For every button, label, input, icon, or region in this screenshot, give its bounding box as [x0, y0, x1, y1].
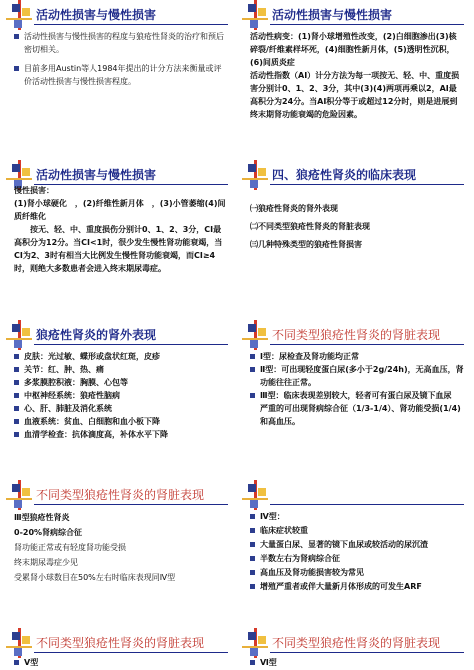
slide-title: 四、狼疮性肾炎的临床表现	[272, 168, 417, 182]
bullet-item: Ⅳ型：	[250, 510, 464, 524]
bullet-icon	[250, 354, 255, 359]
text-line: Ⅲ型狼疮性肾炎	[14, 513, 70, 522]
slide-title: 活动性损害与慢性损害	[272, 8, 393, 22]
bullet-icon	[250, 584, 255, 589]
bullet-item: 目前多用Austin等人1984年提出的计分方法来衡量或评价活动性损害与慢性损害程度。	[14, 62, 228, 88]
bullet-icon	[250, 570, 255, 575]
slide-title: 不同类型狼疮性肾炎的肾脏表现	[272, 328, 441, 342]
slide-decoration-icon	[4, 0, 34, 34]
bullet-item: 心、肝、肺脏及消化系统	[14, 402, 228, 415]
bullet-item: 血清学检查：抗体滴度高，补体水平下降	[14, 428, 228, 441]
slide-title: 不同类型狼疮性肾炎的肾脏表现	[272, 636, 441, 650]
bullet-item: 皮肤：光过敏、蝶形或盘状红斑，皮疹	[14, 350, 228, 363]
text-line: 终末期尿毒症少见	[14, 558, 78, 567]
bullet-icon	[250, 514, 255, 519]
title-divider	[34, 652, 228, 653]
slide-10	[240, 628, 470, 670]
text-line: 活动性指数（AI）计分方法为每一项按无、轻、中、重度损害分别计0、1、2、3分，其中(3)(4)两项再乘以2，AI最高积分为24分。当AI积分等于或超过12分时，则是进展到终末期肾功能衰竭的危险因素。	[250, 71, 460, 119]
bullet-item: 多浆膜腔积液：胸膜、心包等	[14, 376, 228, 389]
text-line: 肾功能正常或有轻度肾功能受损	[14, 543, 126, 552]
bullet-item: 半数左右为肾病综合征	[250, 552, 464, 566]
title-divider	[270, 504, 464, 505]
bullet-item: Ⅵ型	[250, 656, 464, 669]
slide-decoration-icon	[240, 320, 270, 354]
bullet-icon	[14, 432, 19, 437]
slide-2	[240, 0, 470, 150]
bullet-item: Ⅲ型：临床表现差别较大，轻者可有蛋白尿及镜下血尿 严重的可出现肾病综合征（1/3-1/4）、肾功能受损(1/4)和高血压。	[250, 389, 464, 428]
bullet-item: Ⅱ型：可出现轻度蛋白尿(多小于2g/24h)，无高血压，肾功能往往正常。	[250, 363, 464, 389]
slide-decoration-icon	[4, 480, 34, 514]
bullet-item: 大量蛋白尿、显著的镜下血尿或较活动的尿沉渣	[250, 538, 464, 552]
text-line: 活动性病变：(1)肾小球增殖性改变，(2)白细胞渗出(3)核碎裂/纤维素样坏死，(4)细胞性新月体，(5)透明性沉积，(6)间质炎症	[250, 32, 457, 67]
slide-decoration-icon	[240, 480, 270, 514]
slide-4	[240, 160, 470, 310]
bullet-icon	[14, 34, 19, 39]
bullet-icon	[14, 406, 19, 411]
bullet-icon	[250, 542, 255, 547]
slide-decoration-icon	[240, 160, 270, 194]
bullet-icon	[14, 419, 19, 424]
bullet-icon	[250, 660, 255, 665]
bullet-item: Ⅴ型	[14, 656, 228, 669]
bullet-item: 活动性损害与慢性损害的程度与狼疮性肾炎的治疗和预后密切相关。	[14, 30, 228, 56]
slide-title: 不同类型狼疮性肾炎的肾脏表现	[36, 488, 205, 502]
bullet-icon	[14, 66, 19, 71]
bullet-icon	[14, 393, 19, 398]
text-line: ㈠狼疮性肾炎的肾外表现	[250, 204, 338, 213]
bullet-item: 高血压及肾功能损害较为常见	[250, 566, 464, 580]
slide-decoration-icon	[4, 320, 34, 354]
title-divider	[270, 344, 464, 345]
bullet-icon	[250, 528, 255, 533]
bullet-icon	[250, 367, 255, 372]
slide-title: 活动性损害与慢性损害	[36, 168, 157, 182]
bullet-item: 临床症状较重	[250, 524, 464, 538]
text-line: (1)肾小球硬化 ，(2)纤维性新月体 ，(3)小管萎缩(4)间质纤维化	[14, 199, 226, 221]
bullet-icon	[14, 367, 19, 372]
slide-9	[4, 628, 234, 670]
slide-1	[4, 0, 234, 150]
bullet-icon	[14, 380, 19, 385]
bullet-icon	[14, 354, 19, 359]
slide-title: 活动性损害与慢性损害	[36, 8, 157, 22]
title-divider	[34, 344, 228, 345]
title-divider	[270, 24, 464, 25]
slide-3	[4, 160, 234, 310]
bullet-icon	[250, 556, 255, 561]
bullet-item: Ⅰ型：尿检查及肾功能均正常	[250, 350, 464, 363]
text-line: ㈢几种特殊类型的狼疮性肾损害	[250, 240, 362, 249]
title-divider	[34, 24, 228, 25]
title-divider	[270, 184, 464, 185]
bullet-icon	[250, 393, 255, 398]
text-line: 受累肾小球数目在50%左右时临床表现同Ⅳ型	[14, 573, 176, 582]
text-line: 按无、轻、中、重度损伤分别计0、1、2、3分，CI最高积分为12分。当CI<1时，很少发生慢性肾功能衰竭，当CI为2、3时有相当大比例发生慢性肾功能衰竭，而CI≥4时，则绝大多数患者会进入终末期尿毒症。	[14, 225, 223, 273]
text-line: 慢性损害：	[14, 186, 54, 195]
slide-5	[4, 320, 234, 470]
bullet-icon	[14, 660, 19, 665]
slide-title: 不同类型狼疮性肾炎的肾脏表现	[36, 636, 205, 650]
slide-decoration-icon	[240, 0, 270, 34]
slide-6	[240, 320, 470, 470]
bullet-item: 血液系统：贫血、白细胞和血小板下降	[14, 415, 228, 428]
slide-title: 狼疮性肾炎的肾外表现	[36, 328, 157, 342]
title-divider	[34, 504, 228, 505]
bullet-item: 关节：红、肿、热、痛	[14, 363, 228, 376]
text-line: 0-20%肾病综合征	[14, 528, 83, 537]
title-divider	[270, 652, 464, 653]
text-line: ㈡不同类型狼疮性肾炎的肾脏表现	[250, 222, 370, 231]
bullet-item: 中枢神经系统：狼疮性脑病	[14, 389, 228, 402]
slide-8	[240, 480, 470, 630]
slide-7	[4, 480, 234, 630]
bullet-item: 增殖严重者或伴大量新月体形成的可发生ARF	[250, 580, 464, 594]
